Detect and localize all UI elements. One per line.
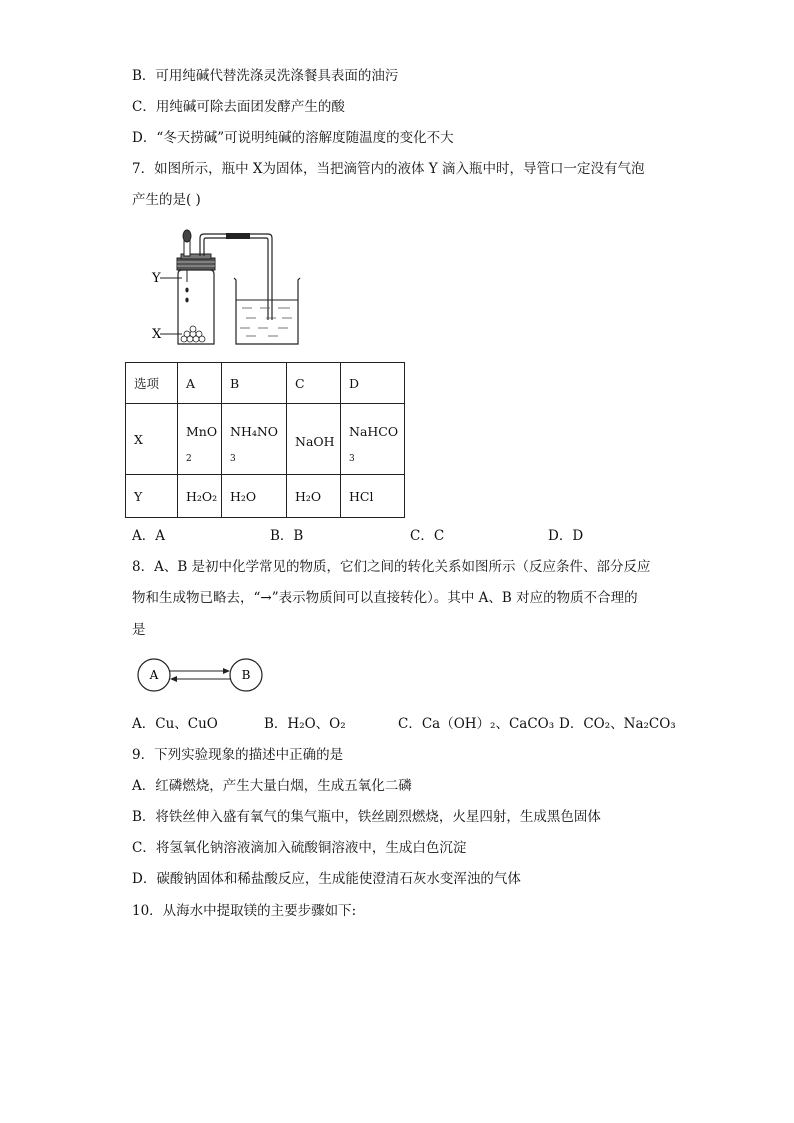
node-a-label: A [149, 668, 159, 682]
table-cell [341, 404, 405, 475]
choice-a: A．A [132, 528, 165, 544]
label-y: Y [152, 271, 161, 286]
table-row [126, 404, 405, 475]
q6-option-d: D．“冬天捞碱”可说明纯碱的溶解度随温度的变化不大 [132, 130, 454, 146]
table-row [126, 363, 405, 404]
table-cell: H₂O [287, 475, 341, 518]
table-cell: D [341, 363, 405, 404]
q10-stem: 10．从海水中提取镁的主要步骤如下: [132, 903, 357, 919]
q8-stem-line3: 是 [132, 622, 146, 638]
table-cell [178, 404, 222, 475]
choice-c: C．Ca（OH）₂、CaCO₃ [398, 716, 555, 732]
cell-sub: 3 [230, 454, 236, 464]
choice-b: B．H₂O、O₂ [264, 716, 346, 732]
q9-option-a: A．红磷燃烧，产生大量白烟，生成五氧化二磷 [132, 778, 412, 794]
ab-conversion-diagram [136, 655, 268, 695]
node-b-label: B [241, 668, 251, 682]
table-cell [287, 404, 341, 475]
apparatus-figure [148, 226, 308, 348]
table-cell: H₂O [222, 475, 287, 518]
label-x: X [152, 327, 162, 342]
table-cell: B [222, 363, 287, 404]
table-cell: Y [126, 475, 178, 518]
q9-option-d: D．碳酸钠固体和稀盐酸反应，生成能使澄清石灰水变浑浊的气体 [132, 871, 521, 887]
table-cell: X [126, 404, 178, 475]
choice-d: D．CO₂、Na₂CO₃ [559, 716, 676, 732]
choice-c: C．C [410, 528, 445, 544]
table-cell: A [178, 363, 222, 404]
q8-choices [132, 714, 676, 734]
q7-stem-line2: 产生的是( ) [132, 192, 201, 208]
table-cell [222, 404, 287, 475]
choice-b: B．B [270, 528, 304, 544]
q7-stem-line1: 7．如图所示，瓶中 X为固体，当把滴管内的液体 Y 滴入瓶中时，导管口一定没有气泡 [132, 161, 645, 177]
table-row [126, 475, 405, 518]
table-cell: C [287, 363, 341, 404]
q9-stem: 9．下列实验现象的描述中正确的是 [132, 747, 344, 763]
q7-choices [132, 526, 583, 546]
table-cell: HCl [341, 475, 405, 518]
table-cell: H₂O₂ [178, 475, 222, 518]
q9-option-c: C．将氢氧化钠溶液滴加入硫酸铜溶液中，生成白色沉淀 [132, 840, 467, 856]
q8-stem-line2: 物和生成物已略去，“→”表示物质间可以直接转化）。其中 A、B 对应的物质不合理的 [132, 590, 638, 606]
cell-main: NaHCO [349, 424, 399, 439]
q6-option-c: C．用纯碱可除去面团发酵产生的酸 [132, 99, 345, 115]
cell-main: NH₄NO [230, 424, 279, 439]
cell-sub: 3 [349, 454, 355, 464]
q8-stem-line1: 8．A、B 是初中化学常见的物质，它们之间的转化关系如图所示（反应条件、部分反应 [132, 559, 651, 575]
options-table [125, 362, 405, 518]
cell-main: NaOH [295, 434, 335, 449]
table-cell: 选项 [126, 363, 178, 404]
cell-main: MnO [186, 424, 218, 439]
q6-option-b: B．可用纯碱代替洗涤灵洗涤餐具表面的油污 [132, 68, 399, 84]
q9-option-b: B．将铁丝伸入盛有氧气的集气瓶中，铁丝剧烈燃烧，火星四射，生成黑色固体 [132, 809, 601, 825]
cell-sub: 2 [186, 454, 192, 464]
choice-d: D．D [548, 528, 584, 544]
choice-a: A．Cu、CuO [132, 716, 218, 732]
